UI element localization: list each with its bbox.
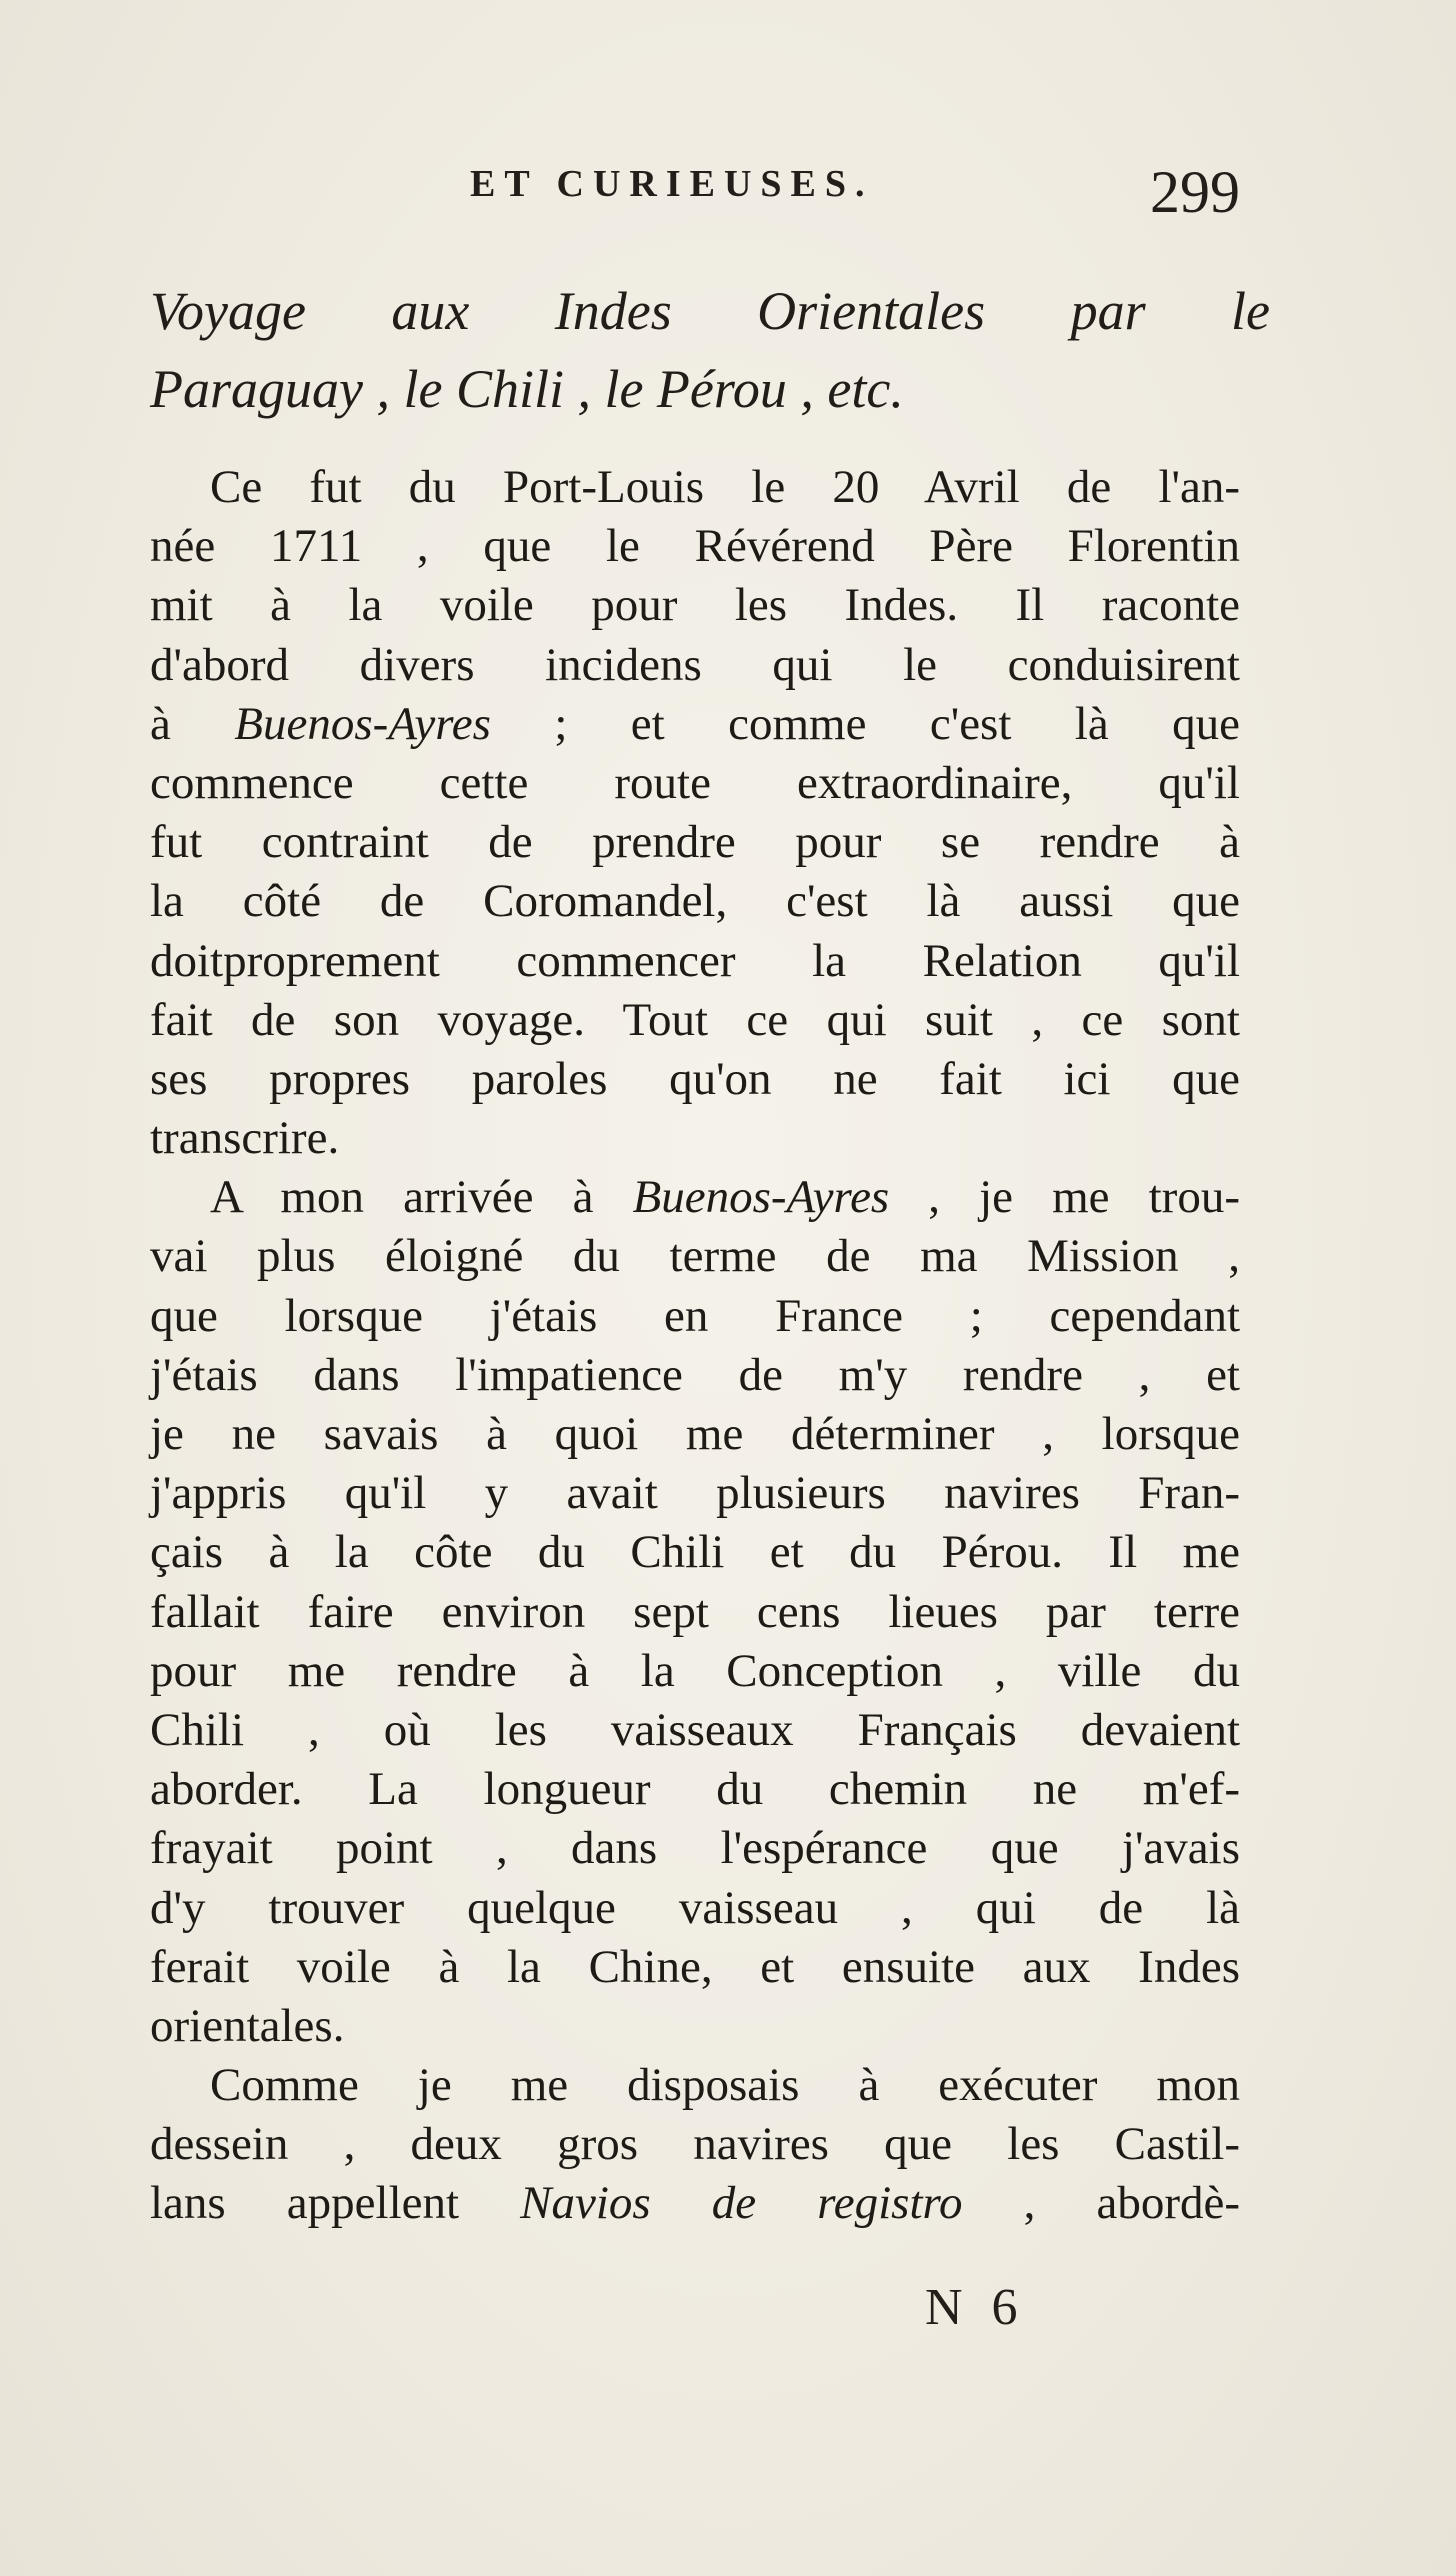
text-line: fait de son voyage. Tout ce qui suit , ce sont (150, 993, 1240, 1046)
italic-term: Buenos-Ayres (234, 697, 491, 750)
text-line: vai plus éloigné du terme de ma Mission , (150, 1230, 1240, 1283)
paragraph-3 (150, 2056, 1240, 2234)
section-heading (150, 272, 1270, 428)
text-line: j'étais dans l'impatience de m'y rendre , et (150, 1348, 1240, 1401)
text-line: fallait faire environ sept cens lieues par terre (150, 1585, 1240, 1638)
text-line: ferait voile à la Chine, et ensuite aux Indes (150, 1940, 1240, 1993)
text-line: transcrire. (150, 1112, 340, 1165)
italic-term: Buenos-Ayres (632, 1171, 890, 1224)
text-line: dessein , deux gros navires que les Castil- (150, 2118, 1240, 2171)
text-line: à Buenos-Ayres ; et comme c'est là que (150, 697, 1240, 750)
body-text (150, 458, 1240, 2234)
text-line: la côté de Coromandel, c'est là aussi que (150, 875, 1240, 928)
text-line: Chili , où les vaisseaux Français devaient (150, 1703, 1240, 1756)
text-line: doitproprement commencer la Relation qu'il (150, 934, 1240, 987)
running-head: ET CURIEUSES. (470, 163, 874, 205)
text-line: fut contraint de prendre pour se rendre à (150, 816, 1240, 869)
text-line: aborder. La longueur du chemin ne m'ef- (150, 1763, 1240, 1816)
text-line: A mon arrivée à Buenos-Ayres , je me trou- (210, 1171, 1240, 1224)
signature-mark: N 6 (925, 2279, 1026, 2336)
paragraph-2 (150, 1168, 1240, 2056)
text-line: née 1711 , que le Révérend Père Florentin (150, 520, 1240, 573)
text-line: mit à la voile pour les Indes. Il raconte (150, 579, 1240, 632)
text-line: commence cette route extraordinaire, qu'il (150, 756, 1240, 809)
text-line: d'y trouver quelque vaisseau , qui de là (150, 1881, 1240, 1934)
text-line: pour me rendre à la Conception , ville du (150, 1644, 1240, 1697)
text-line: frayait point , dans l'espérance que j'avais (150, 1822, 1240, 1875)
text-line: ses propres paroles qu'on ne fait ici que (150, 1052, 1240, 1105)
heading-line-1: Voyage aux Indes Orientales par le (150, 281, 1270, 341)
page-number: 299 (1150, 159, 1240, 225)
text-line: j'appris qu'il y avait plusieurs navires Fran- (150, 1467, 1240, 1520)
text-line: Ce fut du Port-Louis le 20 Avril de l'an- (210, 461, 1240, 513)
paragraph-1 (150, 458, 1240, 1168)
heading-line-2: Paraguay , le Chili , le Pérou , etc. (150, 359, 904, 419)
text-line: orientales. (150, 1999, 345, 2052)
italic-term: Navios de registro (520, 2177, 963, 2230)
text-line: je ne savais à quoi me déterminer , lorsque (150, 1408, 1240, 1460)
text-line: que lorsque j'étais en France ; cependant (150, 1289, 1240, 1342)
text-line: d'abord divers incidens qui le conduisirent (150, 638, 1240, 691)
text-line: Comme je me disposais à exécuter mon (210, 2059, 1240, 2112)
text-line: çais à la côte du Chili et du Pérou. Il me (150, 1526, 1240, 1579)
text-line: lans appellent Navios de registro , abordè- (150, 2177, 1240, 2230)
